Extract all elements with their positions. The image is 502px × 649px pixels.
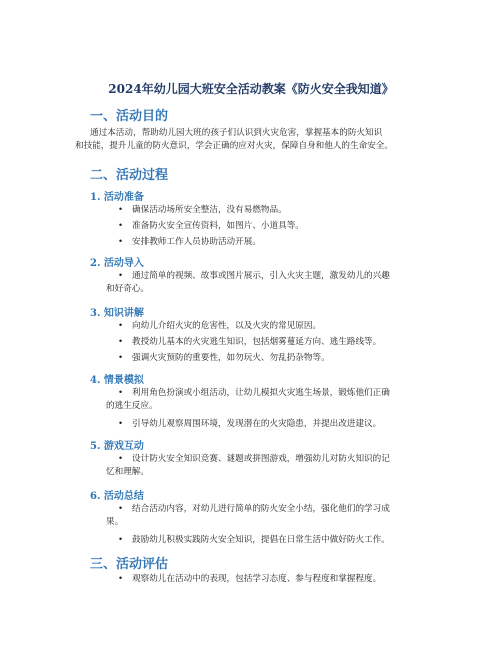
list-item: • 准备防火安全宣传资料，如图片、小道具等。 <box>118 221 304 231</box>
subheading-intro: 2. 活动导入 <box>90 258 144 269</box>
list-item-continuation: 的逃生反应。 <box>106 401 158 411</box>
list-item: • 向幼儿介绍火灾的危害性，以及火灾的常见原因。 <box>118 321 322 331</box>
list-item: • 教授幼儿基本的火灾逃生知识，包括烟雾蔓延方向、逃生路线等。 <box>118 337 382 347</box>
subheading-knowledge: 3. 知识讲解 <box>90 308 144 319</box>
subheading-simulation: 4. 情景模拟 <box>90 375 144 386</box>
list-item: • 通过简单的视频、故事或图片展示，引入火灾主题，激发幼儿的兴趣 <box>118 271 390 281</box>
list-item: • 结合活动内容，对幼儿进行简单的防火安全小结，强化他们的学习成 <box>118 504 390 514</box>
section-heading-purpose: 一、活动目的 <box>90 109 169 124</box>
section-heading-evaluation: 三、活动评估 <box>90 557 169 572</box>
document-title: 2024年幼儿园大班安全活动教案《防火安全我知道》 <box>108 82 394 96</box>
list-item: • 利用角色扮演或小组活动，让幼儿模拟火灾逃生场景，锻炼他们正确 <box>118 388 390 398</box>
list-item: • 观察幼儿在活动中的表现，包括学习态度、参与程度和掌握程度。 <box>118 574 382 584</box>
list-item: • 确保活动场所安全整洁，没有易燃物品。 <box>118 205 287 215</box>
list-item-continuation: 和好奇心。 <box>106 284 149 294</box>
subheading-preparation: 1. 活动准备 <box>90 192 144 203</box>
list-item: • 安排教师工作人员协助活动开展。 <box>118 237 261 247</box>
list-item: • 强调火灾预防的重要性，如勿玩火、勿乱扔杂物等。 <box>118 353 330 363</box>
list-item-continuation: 果。 <box>106 517 124 527</box>
list-item: • 设计防火安全知识竞赛、谜题或拼图游戏，增强幼儿对防火知识的记 <box>118 454 390 464</box>
section-heading-process: 二、活动过程 <box>90 168 169 183</box>
subheading-summary: 6. 活动总结 <box>90 491 144 502</box>
purpose-paragraph-line1: 通过本活动，帮助幼儿园大班的孩子们认识到火灾危害，掌握基本的防火知识 <box>90 128 383 138</box>
list-item-continuation: 忆和理解。 <box>106 467 149 477</box>
list-item: • 引导幼儿观察周围环境，发现潜在的火灾隐患，并提出改进建议。 <box>118 419 382 429</box>
purpose-paragraph-line2: 和技能，提升儿童的防火意识，学会正确的应对火灾，保障自身和他人的生命安全。 <box>75 141 393 151</box>
subheading-game: 5. 游戏互动 <box>90 441 144 452</box>
list-item: • 鼓励幼儿积极实践防火安全知识，提倡在日常生活中做好防火工作。 <box>118 535 390 545</box>
